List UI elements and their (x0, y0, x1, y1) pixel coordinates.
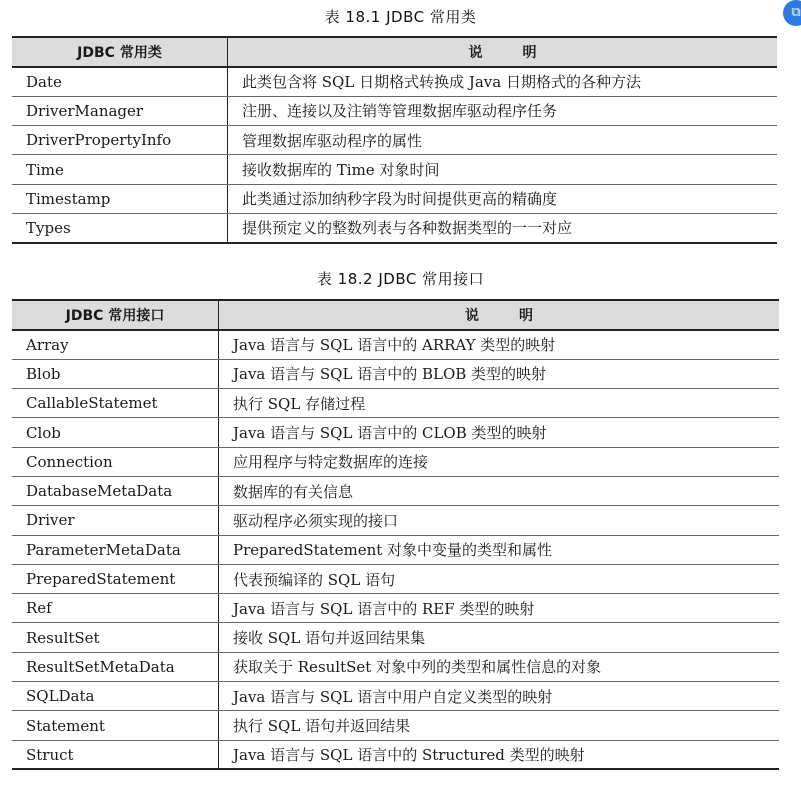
row-name-cell: Ref (12, 594, 219, 623)
row-description-cell: 注册、连接以及注销等管理数据库驱动程序任务 (228, 96, 778, 125)
row-name-cell: Time (12, 155, 228, 184)
table-row (12, 711, 779, 740)
table-row (12, 447, 779, 476)
table-header-row (12, 300, 779, 330)
row-description-cell: Java 语言与 SQL 语言中的 BLOB 类型的映射 (219, 359, 780, 388)
row-name-cell: Date (12, 67, 228, 96)
table-row (12, 623, 779, 652)
row-description-cell: Java 语言与 SQL 语言中的 REF 类型的映射 (219, 594, 780, 623)
column-header-class: JDBC 常用类 (12, 37, 228, 67)
table-row (12, 535, 779, 564)
table-row (12, 476, 779, 505)
table-row (12, 184, 777, 213)
table-row (12, 126, 777, 155)
column-header-description (228, 37, 778, 67)
row-description-cell: 执行 SQL 语句并返回结果 (219, 711, 780, 740)
row-description-cell: Java 语言与 SQL 语言中用户自定义类型的映射 (219, 682, 780, 711)
row-name-cell: Connection (12, 447, 219, 476)
row-name-cell: ResultSet (12, 623, 219, 652)
row-description-cell: 此类包含将 SQL 日期格式转换成 Java 日期格式的各种方法 (228, 67, 778, 96)
column-header-description (219, 300, 780, 330)
jdbc-classes-table (12, 36, 777, 244)
table-row (12, 67, 777, 96)
row-name-cell: Array (12, 330, 219, 359)
row-name-cell: DatabaseMetaData (12, 476, 219, 505)
row-name-cell: ResultSetMetaData (12, 652, 219, 681)
table-row (12, 155, 777, 184)
row-description-cell: Java 语言与 SQL 语言中的 Structured 类型的映射 (219, 740, 780, 769)
row-name-cell: CallableStatemet (12, 389, 219, 418)
row-description-cell: 驱动程序必须实现的接口 (219, 506, 780, 535)
row-name-cell: Struct (12, 740, 219, 769)
row-name-cell: Statement (12, 711, 219, 740)
table-row (12, 594, 779, 623)
row-description-cell: 应用程序与特定数据库的连接 (219, 447, 780, 476)
row-description-cell: 接收数据库的 Time 对象时间 (228, 155, 778, 184)
header-char-1: 说 (465, 308, 479, 324)
table-row (12, 506, 779, 535)
translate-icon[interactable]: ⧉ (783, 0, 801, 26)
jdbc-interfaces-table (12, 299, 779, 770)
row-description-cell: Java 语言与 SQL 语言中的 CLOB 类型的映射 (219, 418, 780, 447)
table-row (12, 418, 779, 447)
row-description-cell: 提供预定义的整数列表与各种数据类型的一一对应 (228, 213, 778, 242)
row-description-cell: Java 语言与 SQL 语言中的 ARRAY 类型的映射 (219, 330, 780, 359)
row-name-cell: Timestamp (12, 184, 228, 213)
row-description-cell: 管理数据库驱动程序的属性 (228, 126, 778, 155)
row-name-cell: ParameterMetaData (12, 535, 219, 564)
table-row (12, 96, 777, 125)
row-name-cell: Types (12, 213, 228, 242)
row-name-cell: Clob (12, 418, 219, 447)
row-description-cell: 数据库的有关信息 (219, 476, 780, 505)
column-header-interface: JDBC 常用接口 (12, 300, 219, 330)
row-description-cell: PreparedStatement 对象中变量的类型和属性 (219, 535, 780, 564)
table-row (12, 330, 779, 359)
row-name-cell: PreparedStatement (12, 564, 219, 593)
table-row (12, 213, 777, 242)
table-row (12, 359, 779, 388)
table-row (12, 389, 779, 418)
header-char-2: 明 (522, 45, 537, 61)
row-description-cell: 此类通过添加纳秒字段为时间提供更高的精确度 (228, 184, 778, 213)
table-row (12, 740, 779, 769)
table-row (12, 564, 779, 593)
row-description-cell: 接收 SQL 语句并返回结果集 (219, 623, 780, 652)
row-name-cell: Blob (12, 359, 219, 388)
row-name-cell: DriverPropertyInfo (12, 126, 228, 155)
row-description-cell: 获取关于 ResultSet 对象中列的类型和属性信息的对象 (219, 652, 780, 681)
table-row (12, 682, 779, 711)
table-row (12, 652, 779, 681)
row-description-cell: 执行 SQL 存储过程 (219, 389, 780, 418)
row-name-cell: SQLData (12, 682, 219, 711)
row-name-cell: DriverManager (12, 96, 228, 125)
header-char-1: 说 (468, 45, 483, 61)
header-char-2: 明 (519, 308, 533, 324)
row-description-cell: 代表预编译的 SQL 语句 (219, 564, 780, 593)
table-header-row (12, 37, 777, 67)
table1-caption: 表 18.1 JDBC 常用类 (324, 8, 477, 26)
table2-caption: 表 18.2 JDBC 常用接口 (316, 270, 485, 288)
row-name-cell: Driver (12, 506, 219, 535)
